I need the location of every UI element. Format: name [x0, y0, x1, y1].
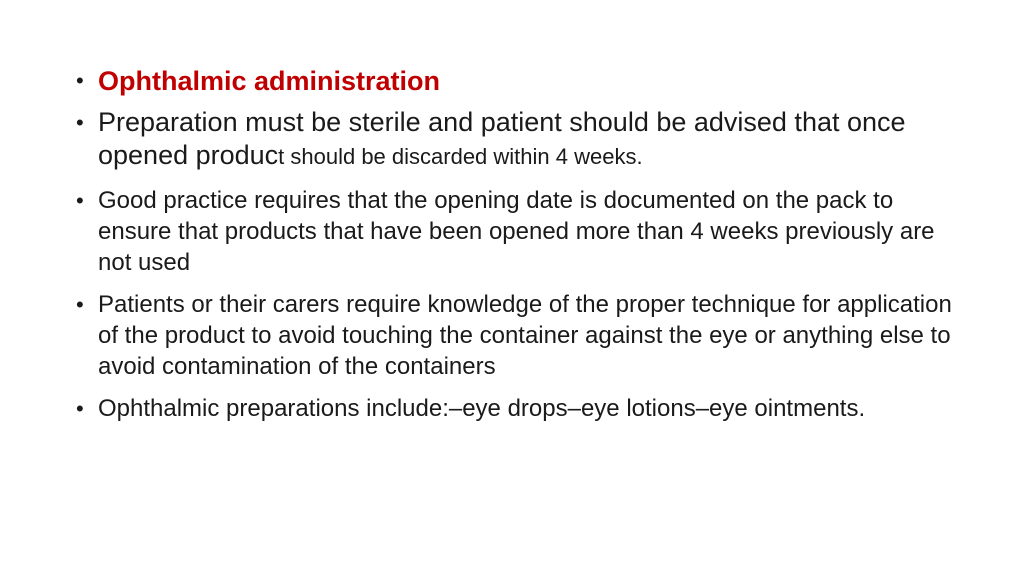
- bullet-dot: •: [76, 292, 84, 317]
- bullet-preparations-list: [76, 393, 956, 424]
- bullet-dot: •: [76, 110, 84, 135]
- bullet-text-small: t should be discarded within 4 weeks.: [278, 144, 643, 169]
- bullet-text: Patients or their carers require knowledge of the proper technique for application of the product to avoid touching the container against the eye or anything else to avoid contamination of the containers: [98, 291, 952, 380]
- bullet-dot: •: [76, 188, 84, 213]
- bullet-patient-knowledge: [76, 289, 956, 382]
- bullet-text: Good practice requires that the opening date is documented on the pack to ensure that products that have been opened more than 4 weeks previously are not used: [98, 187, 935, 276]
- bullet-dot: •: [76, 396, 84, 421]
- heading-text: Ophthalmic administration: [98, 66, 441, 96]
- bullet-text: Ophthalmic preparations include:–eye drops–eye lotions–eye ointments.: [98, 395, 866, 422]
- bullet-dot: •: [76, 68, 84, 93]
- bullet-good-practice: [76, 185, 956, 278]
- bullet-list: [76, 62, 956, 435]
- bullet-text-large: Preparation must be sterile and patient should be advised that once opened produc: [98, 107, 906, 170]
- bullet-heading: [76, 62, 956, 100]
- bullet-sterile-preparation: [76, 106, 956, 173]
